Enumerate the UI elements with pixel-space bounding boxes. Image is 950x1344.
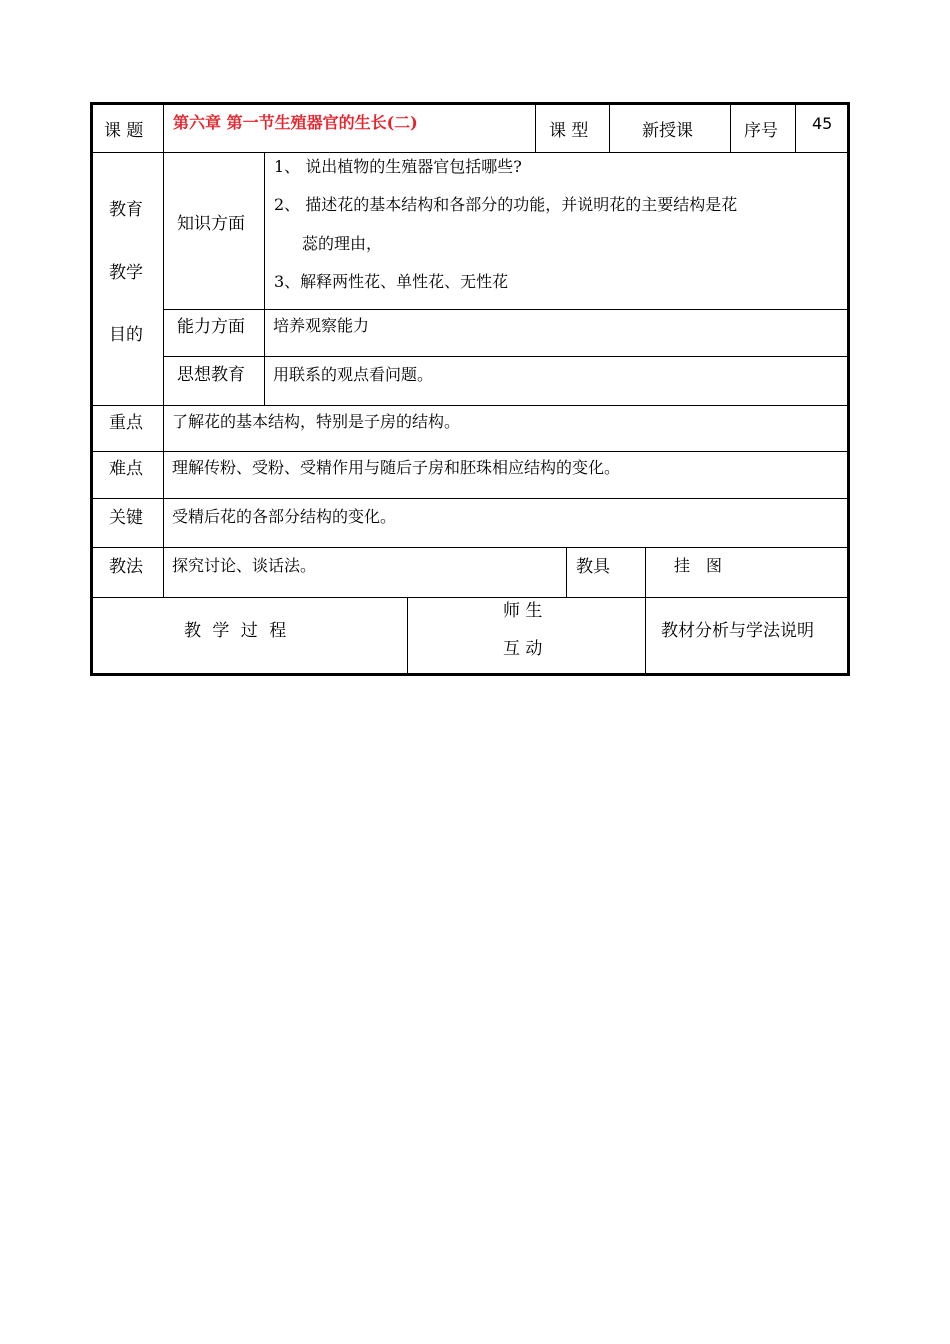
method-value: 探究讨论、谈话法。: [172, 556, 317, 575]
tools-label: 教具: [576, 557, 610, 577]
process-col-teaching: 教 学 过 程: [184, 621, 287, 641]
key-value: 受精后花的各部分结构的变化。: [172, 507, 397, 526]
process-col-interaction-1: 师 生: [503, 601, 543, 621]
knowledge-item-2: 2、 描述花的基本结构和各部分的功能，并说明花的主要结构是花: [274, 195, 738, 214]
knowledge-label: 知识方面: [177, 214, 245, 234]
method-label: 教法: [109, 557, 143, 577]
objectives-label-3: 目的: [109, 325, 143, 345]
ability-value: 培养观察能力: [273, 316, 370, 335]
topic-label: 课 题: [104, 121, 144, 141]
difficulty-label: 难点: [109, 459, 143, 479]
knowledge-item-2-cont: 蕊的理由，: [302, 234, 383, 253]
process-col-analysis: 教材分析与学法说明: [661, 621, 814, 641]
key-point-label: 重点: [109, 413, 143, 433]
seq-label: 序号: [744, 121, 778, 141]
thought-value: 用联系的观点看问题。: [273, 365, 434, 384]
objectives-label-2: 教学: [109, 263, 143, 283]
knowledge-item-1: 1、 说出植物的生殖器官包括哪些?: [274, 157, 522, 176]
key-point-value: 了解花的基本结构，特别是子房的结构。: [172, 412, 461, 431]
tools-value: 挂 图: [674, 556, 723, 575]
thought-label: 思想教育: [177, 365, 245, 385]
type-value: 新授课: [642, 121, 693, 141]
seq-value: 45: [812, 114, 833, 133]
objectives-label-1: 教育: [109, 200, 143, 220]
topic-value: 第六章 第一节生殖器官的生长(二): [173, 113, 418, 132]
key-label: 关键: [109, 508, 143, 528]
difficulty-value: 理解传粉、受粉、受精作用与随后子房和胚珠相应结构的变化。: [172, 458, 621, 477]
process-col-interaction-2: 互 动: [503, 639, 543, 659]
ability-label: 能力方面: [177, 317, 245, 337]
type-label: 课 型: [549, 121, 589, 141]
knowledge-item-3: 3、解释两性花、单性花、无性花: [274, 272, 509, 291]
